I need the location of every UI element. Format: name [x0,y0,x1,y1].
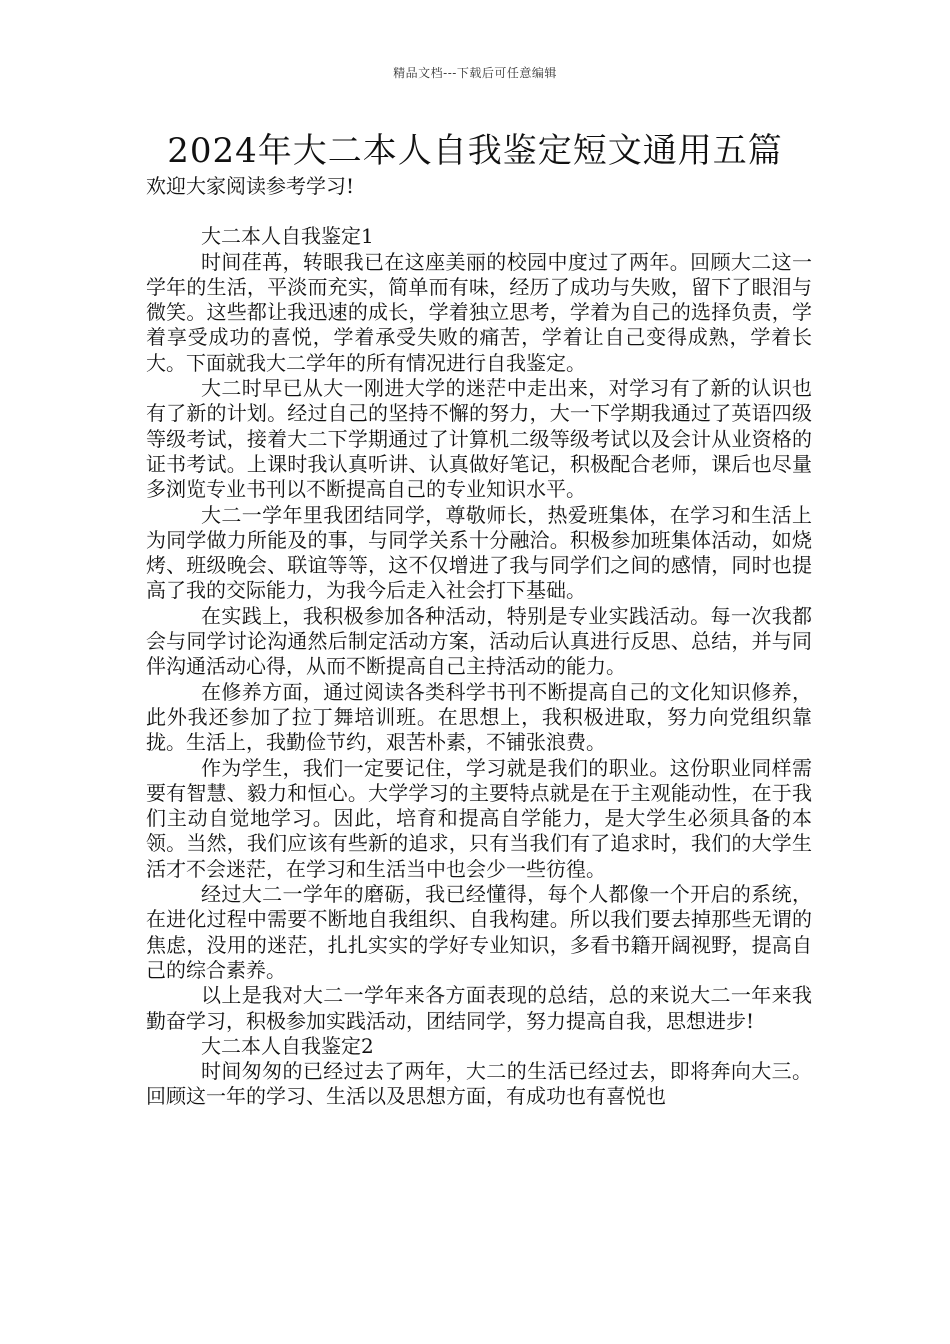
page-header: 精品文档---下载后可任意编辑 [393,66,557,80]
section-heading-1: 大二本人自我鉴定1 [201,224,374,249]
paragraph: 经过大二一学年的磨砺，我已经懂得，每个人都像一个开启的系统，在进化过程中需要不断地自我组织、自我构建。所以我们要去掉那些无谓的焦虑，没用的迷茫，扎扎实实的学好专业知识，多看书籍开阔视野，提高自己的综合素养。 [146,882,812,982]
paragraph: 时间匆匆的已经过去了两年，大二的生活已经过去，即将奔向大三。回顾这一年的学习、生活以及思想方面，有成功也有喜悦也 [146,1059,812,1109]
paragraph: 时间荏苒，转眼我已在这座美丽的校园中度过了两年。回顾大二这一学年的生活，平淡而充实，简单而有味，经历了成功与失败，留下了眼泪与微笑。这些都让我迅速的成长，学着独立思考，学着为自己的选择负责，学着享受成功的喜悦，学着承受失败的痛苦，学着让自己变得成熟，学着长大。下面就我大二学年的所有情况进行自我鉴定。 [146,249,812,375]
paragraph: 大二时早已从大一刚进大学的迷茫中走出来，对学习有了新的认识也有了新的计划。经过自己的坚持不懈的努力，大一下学期我通过了英语四级等级考试，接着大二下学期通过了计算机二级等级考试以及会计从业资格的证书考试。上课时我认真听讲、认真做好笔记，积极配合老师，课后也尽量多浏览专业书刊以不断提高自己的专业知识水平。 [146,376,812,502]
paragraph: 在实践上，我积极参加各种活动，特别是专业实践活动。每一次我都会与同学讨论沟通然后制定活动方案，活动后认真进行反思、总结，并与同伴沟通活动心得，从而不断提高自己主持活动的能力。 [146,603,812,679]
paragraph: 大二一学年里我团结同学，尊敬师长，热爱班集体，在学习和生活上为同学做力所能及的事，与同学关系十分融洽。积极参加班集体活动，如烧烤、班级晚会、联谊等等，这不仅增进了我与同学们之间的感情，同时也提高了我的交际能力，为我今后走入社会打下基础。 [146,502,812,603]
paragraph: 以上是我对大二一学年来各方面表现的总结，总的来说大二一年来我勤奋学习，积极参加实践活动，团结同学，努力提高自我，思想进步! [146,983,812,1033]
welcome-line: 欢迎大家阅读参考学习! [146,174,355,198]
paragraph: 在修养方面，通过阅读各类科学书刊不断提高自己的文化知识修养，此外我还参加了拉丁舞培训班。在思想上，我积极进取，努力向党组织靠拢。生活上，我勤俭节约，艰苦朴素，不铺张浪费。 [146,679,812,755]
paragraph: 作为学生，我们一定要记住，学习就是我们的职业。这份职业同样需要有智慧、毅力和恒心。大学学习的主要特点就是在于主观能动性，在于我们主动自觉地学习。因此，培育和提高自学能力，是大学生必须具备的本领。当然，我们应该有些新的追求，只有当我们有了追求时，我们的大学生活才不会迷茫，在学习和生活当中也会少一些彷徨。 [146,755,812,881]
document-title: 2024年大二本人自我鉴定短文通用五篇 [167,131,783,171]
blank-line [146,199,812,224]
section-heading-2: 大二本人自我鉴定2 [201,1033,374,1058]
document-body [146,174,812,1110]
